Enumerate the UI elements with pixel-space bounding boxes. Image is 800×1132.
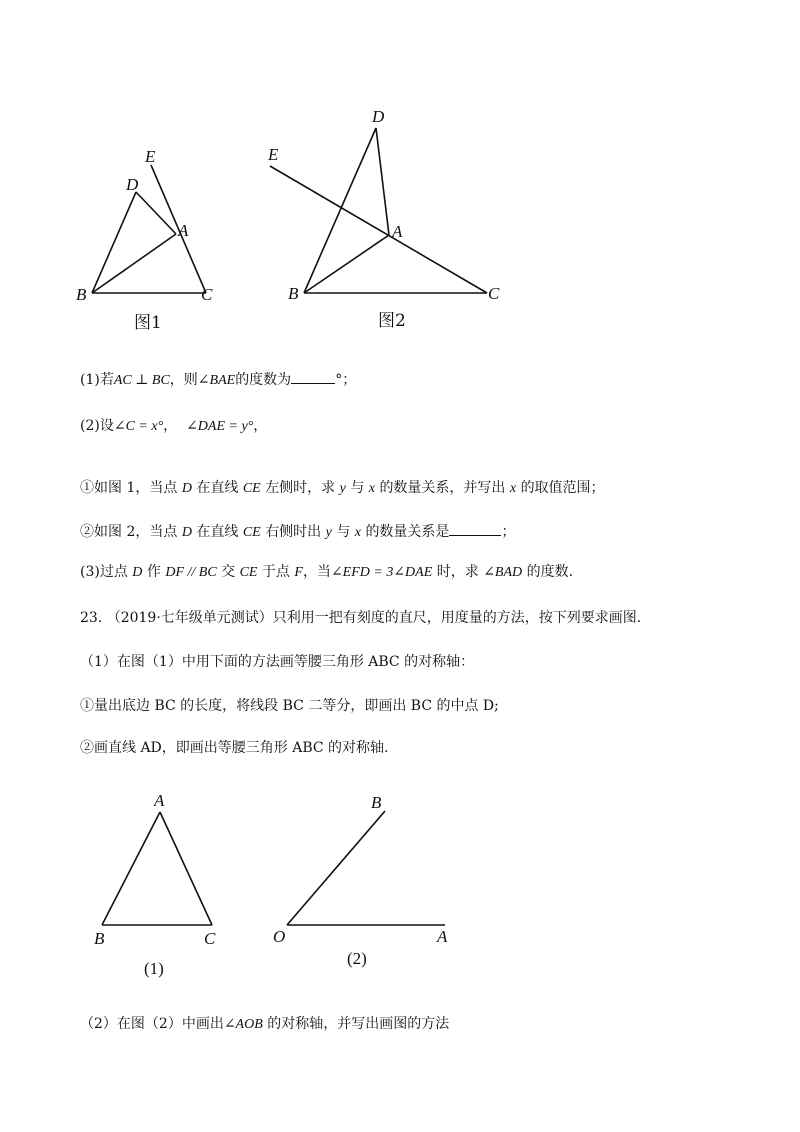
q1-math-perp: AC ⊥ BC [113,373,170,388]
label-a: A [437,927,448,946]
q3-point-f: F [294,565,303,580]
q1-math-angle: ∠BAE [197,373,236,388]
q2b-var-y: y [325,525,332,540]
figure-1-caption: 图1 [134,313,162,333]
q2a-var-y: y [339,481,346,496]
q2b-point-d: D [181,525,192,540]
figure-3-caption: (1) [144,959,164,978]
q2a-text-4: 与 [350,480,365,496]
q3-text-7: 的度数. [526,564,574,580]
q3-math-bad: ∠BAD [483,565,523,580]
q2b-line-ce: CE [242,525,261,540]
q2-prefix: (2)设 [80,418,114,434]
item2-math-aob: ∠AOB [223,1017,263,1032]
q2a-point-d: D [181,481,192,496]
item2-suffix: 的对称轴，并写出画图的方法 [267,1016,450,1032]
label-e: E [268,145,279,164]
question-1 [80,370,356,391]
label-b: B [76,285,87,304]
q2a-text-5: 的数量关系，并写出 [379,480,506,496]
q3-text-2: 作 [146,564,161,580]
label-e: E [145,147,156,166]
q1-prefix: (1)若 [80,372,114,388]
q2b-var-x: x [354,525,361,540]
q3-point-d: D [132,565,143,580]
q3-line-ce: CE [239,565,258,580]
q2a-text-1: ①如图 1，当点 [80,480,178,496]
q2b-answer-blank[interactable] [449,523,501,536]
figure-2-caption: 图2 [378,311,406,331]
figure-4-caption: (2) [347,949,367,968]
q2-math-c: ∠C = x° [113,419,164,434]
figure-3 [80,780,240,990]
label-a: A [392,222,403,241]
q1-suffix: 的度数为 [235,372,292,388]
label-c: C [488,284,500,303]
figure-1 [70,140,250,340]
q3-text-5: ，当 [302,564,331,580]
item2-prefix: （2）在图（2）中画出 [80,1016,224,1032]
q1-mid: ，则 [169,372,198,388]
label-d: D [126,175,139,194]
segment-ac [160,812,212,925]
q2a-text-3: 左侧时，求 [265,480,336,496]
problem-23-step-2: ②画直线 AD，即画出等腰三角形 ABC 的对称轴. [80,740,389,756]
line-ec [270,166,487,293]
q3-text-4: 于点 [261,564,290,580]
segment-da [376,128,389,235]
label-a: A [154,791,165,810]
label-b: B [371,793,382,812]
problem-23-item-1: （1）在图（1）中用下面的方法画等腰三角形 ABC 的对称轴： [80,654,475,670]
problem-23-title: 23. （2019·七年级单元测试）只利用一把有刻度的直尺，用度量的方法，按下列要求画图. [80,610,642,626]
q2-end: ， [253,418,268,434]
label-b: B [288,284,299,303]
ray-ob [287,811,385,925]
label-b: B [94,929,105,948]
q2a-text-6: 的取值范围； [520,480,605,496]
question-2a [80,478,605,499]
q2-sep: ， [163,418,178,434]
q3-math-parallel: DF // BC [165,565,217,580]
question-2 [80,416,267,437]
figure-2 [260,100,520,340]
q2a-text-2: 在直线 [196,480,239,496]
q2-math-dae: ∠DAE = y° [186,419,254,434]
label-c: C [204,929,216,948]
q2b-text-2: 在直线 [196,524,239,540]
q1-answer-blank[interactable] [291,371,335,384]
q3-math-angle-eq: ∠EFD = 3∠DAE [330,565,433,580]
q3-text-6: 时，求 [436,564,479,580]
label-a: A [178,221,189,240]
q2b-end: ； [501,524,516,540]
segment-ab [102,812,160,925]
q2b-text-5: 的数量关系是 [365,524,450,540]
q2b-text-3: 右侧时出 [265,524,322,540]
label-o: O [273,927,286,946]
q2b-text-4: 与 [336,524,351,540]
q2b-text-1: ②如图 2，当点 [80,524,178,540]
problem-23-item-2 [80,1014,449,1035]
q2a-var-x: x [368,481,375,496]
q2a-var-x-2: x [509,481,517,496]
q2a-line-ce: CE [242,481,261,496]
label-c: C [201,285,213,304]
q3-text-1: (3)过点 [80,564,128,580]
figure-4 [265,790,465,980]
problem-23-step-1: ①量出底边 BC 的长度，将线段 BC 二等分，即画出 BC 的中点 D; [80,698,499,714]
label-d: D [372,107,385,126]
segment-da [136,192,176,234]
question-3 [80,562,573,583]
question-2b [80,522,515,543]
q1-degree: °； [335,372,357,388]
q3-text-3: 交 [221,564,236,580]
